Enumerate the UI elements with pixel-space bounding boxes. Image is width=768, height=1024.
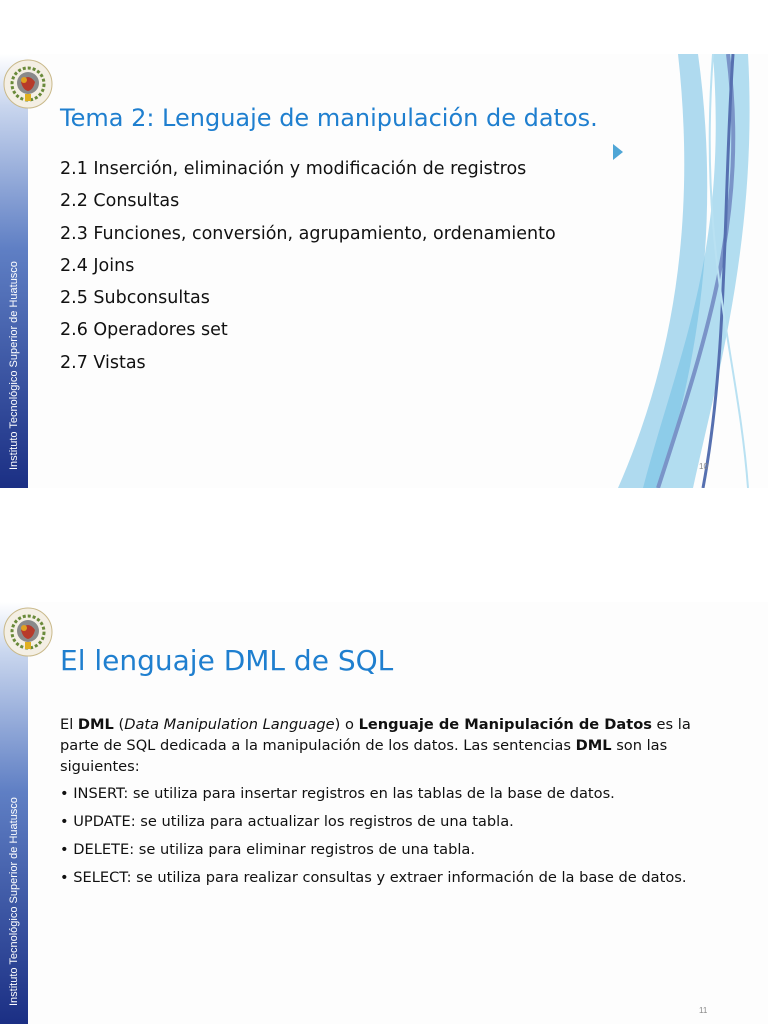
list-item: • UPDATE: se utiliza para actualizar los registros de una tabla. bbox=[60, 813, 514, 830]
list-item: 2.5 Subconsultas bbox=[60, 288, 210, 309]
institute-logo-icon bbox=[2, 606, 54, 658]
statement-list bbox=[60, 783, 710, 888]
text-run: son las siguientes: bbox=[60, 737, 668, 775]
intro-paragraph bbox=[60, 714, 710, 777]
list-item: 2.3 Funciones, conversión, agrupamiento, ordenamiento bbox=[60, 223, 556, 244]
text-run: es la parte de SQL dedicada a la manipulación de los datos. Las sentencias bbox=[60, 716, 691, 754]
wave-decoration bbox=[598, 54, 768, 488]
institute-logo-icon bbox=[2, 58, 54, 110]
list-item: 2.2 Consultas bbox=[60, 191, 180, 212]
slide-10 bbox=[0, 54, 768, 488]
text-run: El bbox=[60, 716, 78, 733]
list-item: 2.4 Joins bbox=[60, 255, 135, 276]
page-number: 10 bbox=[699, 462, 708, 471]
list-item: • DELETE: se utiliza para eliminar registros de una tabla. bbox=[60, 841, 476, 858]
slide-11 bbox=[0, 602, 768, 1024]
topic-list bbox=[60, 156, 556, 382]
page-number: 11 bbox=[699, 1006, 708, 1015]
body-text bbox=[60, 714, 710, 895]
term-lmd: Lenguaje de Manipulación de Datos bbox=[358, 716, 652, 733]
institute-name: Instituto Tecnológico Superior de Huatusco bbox=[8, 797, 20, 1006]
list-item: • INSERT: se utiliza para insertar registros en las tablas de la base de datos. bbox=[60, 785, 615, 802]
slide-title: Tema 2: Lenguaje de manipulación de datos. bbox=[60, 104, 598, 132]
list-item: 2.1 Inserción, eliminación y modificación de registros bbox=[60, 159, 527, 179]
text-run: ) o bbox=[334, 716, 359, 733]
term-dml: DML bbox=[575, 737, 612, 754]
slide-title: El lenguaje DML de SQL bbox=[60, 644, 394, 677]
list-item: • SELECT: se utiliza para realizar consultas y extraer información de la base de datos. bbox=[60, 869, 687, 886]
sidebar-band bbox=[0, 54, 28, 488]
list-item: 2.7 Vistas bbox=[60, 352, 146, 373]
term-dml: DML bbox=[77, 716, 114, 733]
text-run: ( bbox=[113, 716, 125, 733]
term-dml-full: Data Manipulation Language bbox=[124, 716, 335, 733]
institute-name: Instituto Tecnológico Superior de Huatusco bbox=[8, 261, 20, 470]
list-item: 2.6 Operadores set bbox=[60, 320, 228, 341]
sidebar-band bbox=[0, 602, 28, 1024]
